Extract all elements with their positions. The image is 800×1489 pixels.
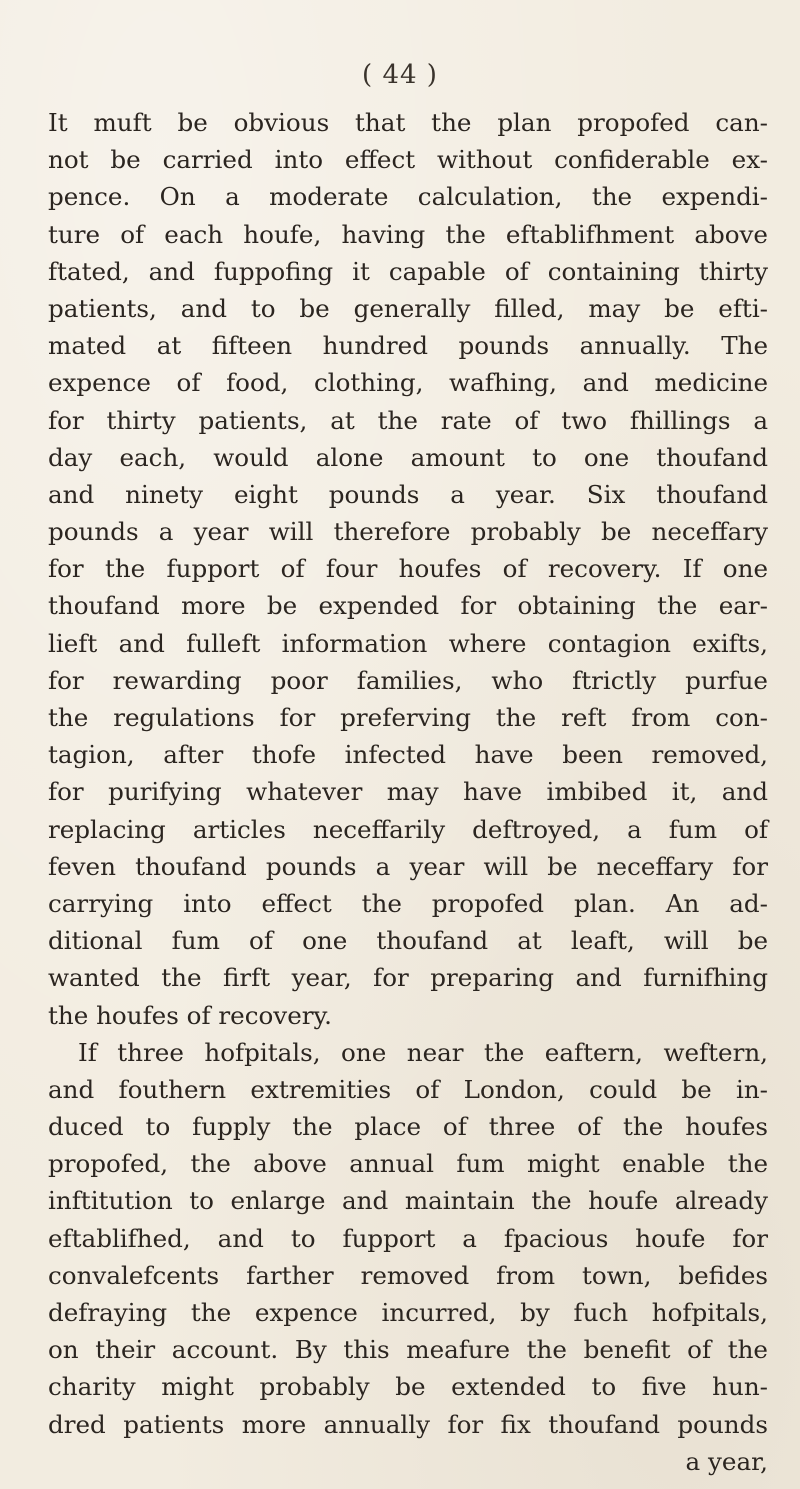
- text-line: for the fupport of four houfes of recovery. If one: [48, 554, 768, 584]
- text-line: defraying the expence incurred, by fuch hofpitals,: [48, 1298, 768, 1327]
- page-number: ( 44 ): [362, 60, 438, 90]
- text-line: not be carried into effect without confiderable ex-: [48, 145, 768, 175]
- text-line: wanted the firft year, for preparing and furnifhing: [48, 963, 768, 993]
- paragraph-end-line: the houfes of recovery.: [48, 1000, 332, 1030]
- text-line: thoufand more be expended for obtaining the ear-: [48, 591, 768, 621]
- text-line: on their account. By this meafure the benefit of the: [48, 1335, 768, 1365]
- body-text: [48, 104, 768, 1480]
- text-line: mated at fifteen hundred pounds annually. The: [48, 331, 768, 361]
- text-line: for rewarding poor families, who ftrictly purfue: [48, 665, 768, 695]
- text-line: day each, would alone amount to one thoufand: [48, 442, 768, 472]
- text-line: duced to fupply the place of three of the houfes: [48, 1112, 768, 1142]
- text-line: replacing articles neceffarily deftroyed, a fum of: [48, 814, 768, 844]
- text-line: lieft and fulleft information where contagion exifts,: [48, 628, 768, 658]
- text-line: inftitution to enlarge and maintain the houfe already: [48, 1186, 768, 1216]
- text-line: convalefcents farther removed from town, befides: [48, 1260, 768, 1290]
- text-line: pence. On a moderate calculation, the expendi-: [48, 182, 768, 212]
- text-line: for purifying whatever may have imbibed it, and: [48, 777, 768, 807]
- text-line: dred patients more annually for fix thoufand pounds: [48, 1409, 768, 1439]
- text-line: tagion, after thofe infected have been removed,: [48, 740, 768, 770]
- text-line: charity might probably be extended to five hun-: [48, 1372, 768, 1402]
- text-line: ture of each houfe, having the eftablifhment above: [48, 219, 768, 249]
- text-line: feven thoufand pounds a year will be neceffary for: [48, 851, 768, 881]
- text-line: pounds a year will therefore probably be neceffary: [48, 517, 768, 547]
- text-line: for thirty patients, at the rate of two fhillings a: [48, 405, 768, 435]
- text-line: expence of food, clothing, wafhing, and medicine: [48, 368, 768, 398]
- text-line: carrying into effect the propofed plan. An ad-: [48, 888, 768, 918]
- text-line: the regulations for preferving the reft from con-: [48, 703, 768, 732]
- text-line: ditional fum of one thoufand at leaft, will be: [48, 926, 768, 956]
- text-line: eftablifhed, and to fupport a fpacious houfe for: [48, 1223, 768, 1253]
- text-line: ftated, and fuppofing it capable of containing thirty: [48, 256, 768, 286]
- text-line: It muft be obvious that the plan propofed can-: [48, 108, 768, 137]
- text-line: and fouthern extremities of London, could be in-: [48, 1074, 768, 1104]
- text-line: patients, and to be generally filled, may be efti-: [48, 293, 768, 323]
- text-line: and ninety eight pounds a year. Six thoufand: [48, 479, 768, 509]
- catchword-line: a year,: [685, 1446, 768, 1476]
- text-line: propofed, the above annual fum might enable the: [48, 1149, 768, 1179]
- paragraph-start-line: If three hofpitals, one near the eaftern, weftern,: [78, 1037, 768, 1067]
